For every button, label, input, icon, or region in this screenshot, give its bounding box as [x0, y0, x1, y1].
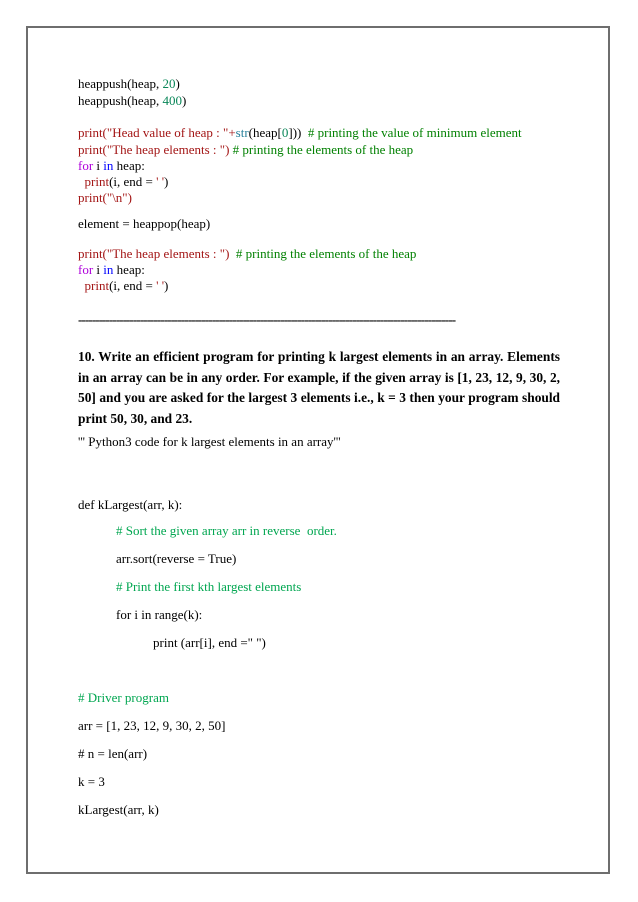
code-comment-print: # Print the first kth largest elements: [116, 579, 302, 594]
code-line-print-newline: print("\n"): [78, 190, 132, 205]
code-k-line: k = 3: [78, 774, 105, 789]
code-print-line: print (arr[i], end =" "): [153, 635, 266, 650]
code-arr-line: arr = [1, 23, 12, 9, 30, 2, 50]: [78, 718, 226, 733]
separator-line: --------------------------------------------------------------------------------------------------------------: [78, 312, 456, 327]
code-line-heappush-20: heappush(heap, 20): [78, 76, 180, 91]
code-comment-sort: # Sort the given array arr in reverse order.: [116, 523, 337, 538]
code-line-for-loop: for i in heap:: [78, 158, 145, 173]
code-def-line: def kLargest(arr, k):: [78, 497, 183, 512]
code-for-line: for i in range(k):: [116, 607, 203, 622]
code-line-print-heap-elements: print("The heap elements : ") # printing the elements of the heap: [78, 142, 414, 157]
code-line-heappush-400: heappush(heap, 400): [78, 93, 187, 108]
code-line-print-head: print("Head value of heap : "+str(heap[0])) # printing the value of minimum element: [78, 125, 522, 140]
code-line-for-loop-2: for i in heap:: [78, 262, 145, 277]
code-call-line: kLargest(arr, k): [78, 802, 159, 817]
question-text: 10. Write an efficient program for printing k largest elements in an array. Elements in an array can be in any order. For example, if the given array is [1, 23, 12, 9, 30, 2, 50] and you are asked for the largest 3 elements i.e., k = 3 then your program should print 50, 30, and 23.: [78, 349, 560, 426]
code-line-print-item-2: print(i, end = ' '): [84, 278, 169, 293]
code-sort-line: arr.sort(reverse = True): [116, 551, 237, 566]
code-comment-driver: # Driver program: [78, 690, 169, 705]
code-n-line: # n = len(arr): [78, 746, 148, 761]
code-line-heappop: element = heappop(heap): [78, 216, 211, 231]
code-docstring: ''' Python3 code for k largest elements in an array''': [78, 434, 341, 449]
code-line-print-item: print(i, end = ' '): [84, 174, 169, 189]
code-line-print-heap-elements-2: print("The heap elements : ") # printing the elements of the heap: [78, 246, 417, 261]
